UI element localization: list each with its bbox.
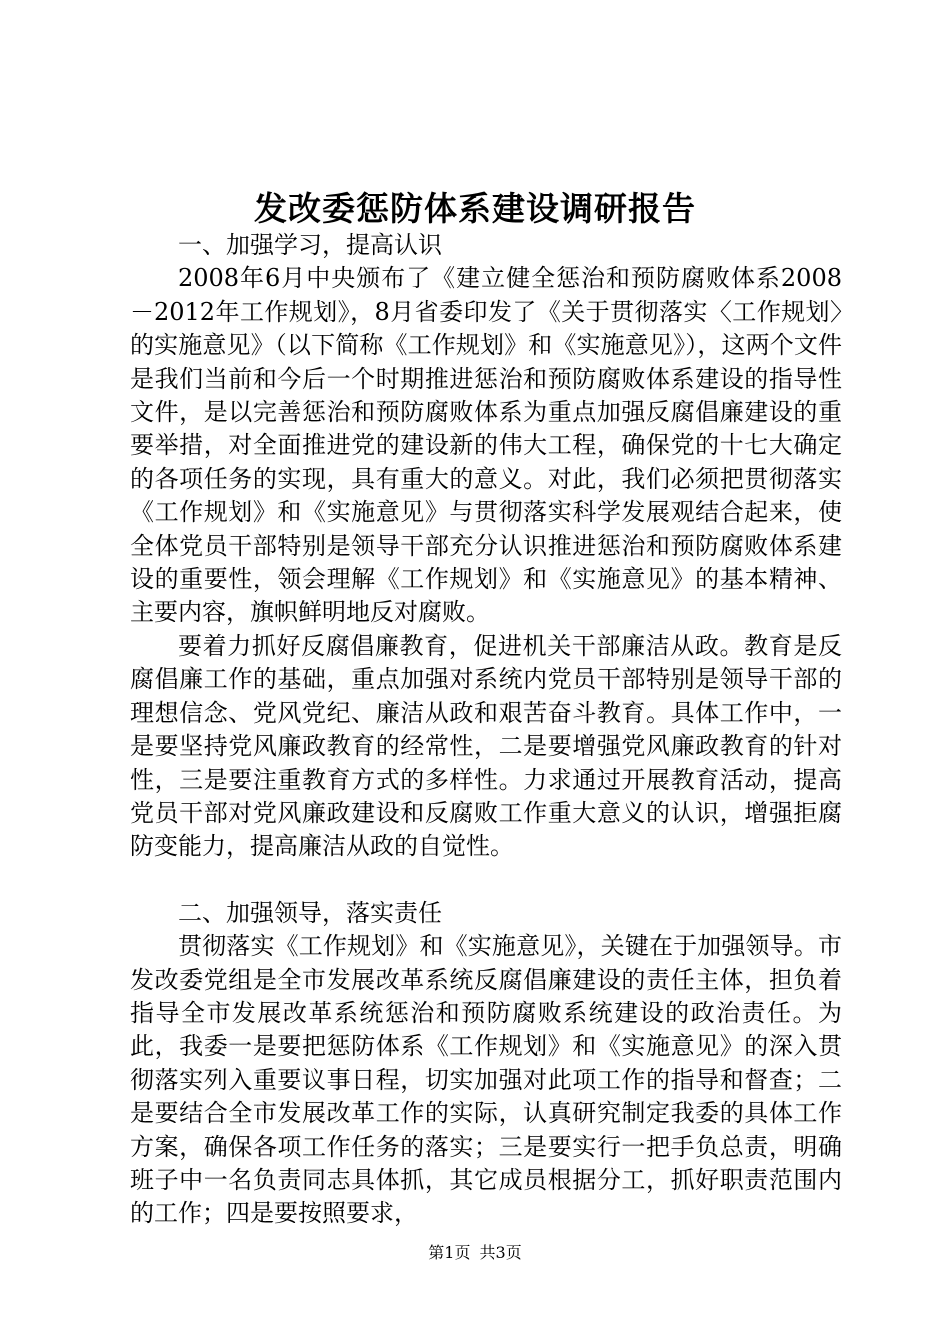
page-footer	[0, 1243, 950, 1263]
paragraph-2: 要着力抓好反腐倡廉教育，促进机关干部廉洁从政。教育是反腐倡廉工作的基础，重点加强对系统内党员干部特别是领导干部的理想信念、党风党纪、廉洁从政和艰苦奋斗教育。具体工作中，一是要坚持党风廉政教育的经常性，二是要增强党风廉政教育的针对性，三是要注重教育方式的多样性。力求通过开展教育活动，提高党员干部对党风廉政建设和反腐败工作重大意义的认识，增强拒腐防变能力，提高廉洁从政的自觉性。	[130, 631, 842, 861]
section-heading-2: 二、加强领导，落实责任	[178, 898, 442, 927]
page-number: 第1页	[428, 1243, 471, 1262]
document-body	[130, 229, 842, 1231]
section-heading-1: 一、加强学习，提高认识	[178, 231, 442, 259]
page-total: 共3页	[479, 1243, 522, 1262]
document-title: 发改委惩防体系建设调研报告	[254, 189, 696, 228]
paragraph-1: 2008年6月中央颁布了《建立健全惩治和预防腐败体系2008－2012年工作规划》，8月省委印发了《关于贯彻落实〈工作规划〉的实施意见》（以下简称《工作规划》和《实施意见》），这两个文件是我们当前和今后一个时期推进惩治和预防腐败体系建设的指导性文件，是以完善惩治和预防腐败体系为重点加强反腐倡廉建设的重要举措，对全面推进党的建设新的伟大工程，确保党的十七大确定的各项任务的实现，具有重大的意义。对此，我们必须把贯彻落实《工作规划》和《实施意见》与贯彻落实科学发展观结合起来，使全体党员干部特别是领导干部充分认识推进惩治和预防腐败体系建设的重要性，领会理解《工作规划》和《实施意见》的基本精神、主要内容，旗帜鲜明地反对腐败。	[130, 264, 842, 627]
paragraph-3: 贯彻落实《工作规划》和《实施意见》，关键在于加强领导。市发改委党组是全市发展改革系统反腐倡廉建设的责任主体，担负着指导全市发展改革系统惩治和预防腐败系统建设的政治责任。为此，我委一是要把惩防体系《工作规划》和《实施意见》的深入贯彻落实列入重要议事日程，切实加强对此项工作的指导和督查；二是要结合全市发展改革工作的实际，认真研究制定我委的具体工作方案，确保各项工作任务的落实；三是要实行一把手负总责，明确班子中一名负责同志具体抓，其它成员根据分工，抓好职责范围内的工作；四是要按照要求，	[130, 932, 842, 1228]
